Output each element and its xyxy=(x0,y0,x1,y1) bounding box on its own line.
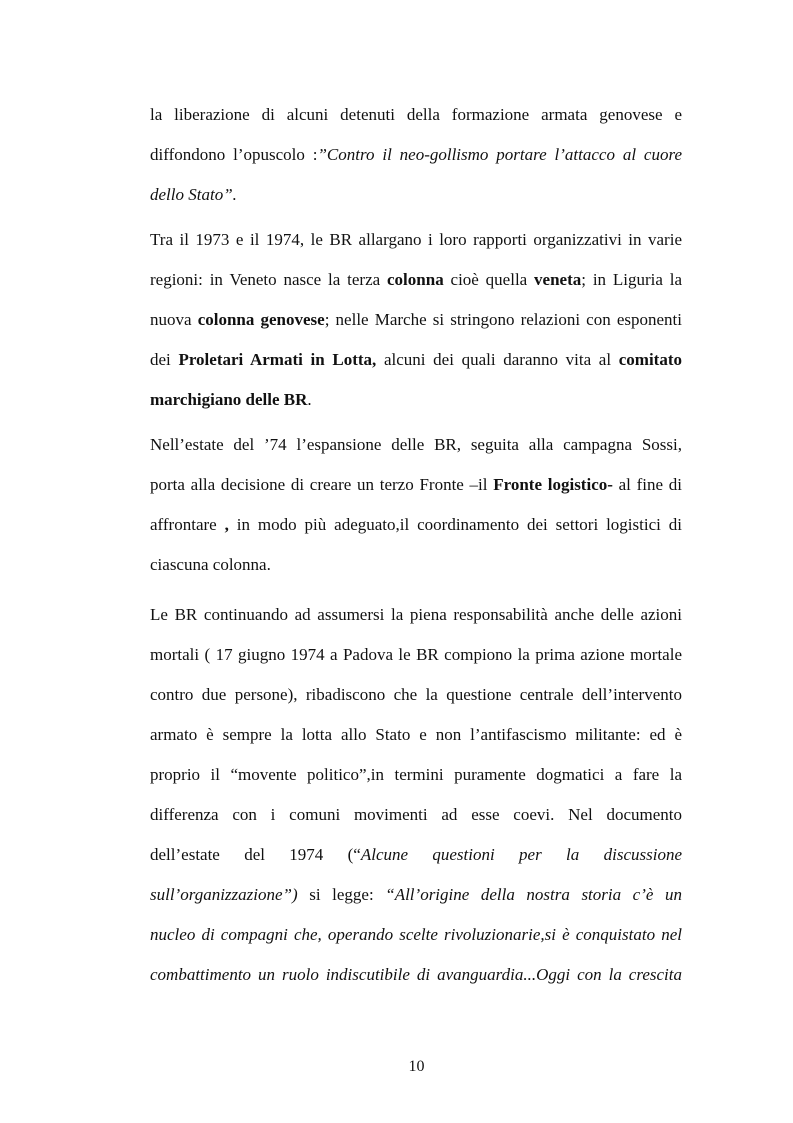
text-run: la liberazione di alcuni detenuti della formazione armata genovese e xyxy=(150,105,682,124)
text-run: dell’estate del 1974 (“ xyxy=(150,845,361,864)
bold-text: comitato xyxy=(618,350,682,369)
text-run: ciascuna colonna. xyxy=(150,555,271,574)
text-run: nuova xyxy=(150,310,198,329)
bold-text: colonna xyxy=(387,270,444,289)
text-line xyxy=(150,310,682,330)
text-line xyxy=(150,605,682,625)
bold-text: marchigiano delle BR xyxy=(150,390,308,409)
text-run: armato è sempre la lotta allo Stato e non l’antifascismo militante: ed è xyxy=(150,725,682,744)
text-line xyxy=(150,185,682,205)
text-line xyxy=(150,515,682,535)
bold-text: colonna genovese xyxy=(197,310,325,329)
text-run: affrontare xyxy=(150,515,225,534)
page-number: 10 xyxy=(408,1058,425,1075)
bold-text: , xyxy=(224,515,229,534)
text-line xyxy=(150,765,682,785)
text-line xyxy=(150,555,682,575)
italic-text: “All’origine della nostra storia c’è un xyxy=(385,885,682,904)
text-line xyxy=(150,270,682,290)
text-line xyxy=(150,965,682,985)
italic-text: Alcune questioni per la discussione xyxy=(360,845,682,864)
bold-text: Proletari Armati in Lotta, xyxy=(178,350,377,369)
text-line xyxy=(150,845,682,865)
text-line xyxy=(150,725,682,745)
text-line xyxy=(150,475,682,495)
bold-text: veneta xyxy=(534,270,582,289)
text-run: differenza con i comuni movimenti ad esse coevi. Nel documento xyxy=(150,805,682,824)
italic-text: sull’organizzazione”) xyxy=(150,885,298,904)
text-run: al fine di xyxy=(612,475,683,494)
text-line xyxy=(150,645,682,665)
text-line xyxy=(150,105,682,125)
text-line xyxy=(150,885,682,905)
text-line xyxy=(150,350,682,370)
text-run: si legge: xyxy=(297,885,386,904)
text-run: . xyxy=(307,390,312,409)
italic-text: dello Stato”. xyxy=(150,185,237,204)
text-line xyxy=(150,230,682,250)
text-run: proprio il “movente politico”,in termini puramente dogmatici a fare la xyxy=(150,765,682,784)
text-line xyxy=(150,435,682,455)
text-run: ; in Liguria la xyxy=(581,270,682,289)
text-line xyxy=(150,805,682,825)
text-line xyxy=(150,685,682,705)
text-run: dei xyxy=(150,350,179,369)
text-run: Le BR continuando ad assumersi la piena responsabilità anche delle azioni xyxy=(150,605,682,624)
text-line xyxy=(150,145,682,165)
bold-text: Fronte logistico- xyxy=(493,475,613,494)
text-run: alcuni dei quali daranno vita al xyxy=(376,350,619,369)
text-run: contro due persone), ribadiscono che la questione centrale dell’intervento xyxy=(150,685,682,704)
text-run: porta alla decisione di creare un terzo Fronte –il xyxy=(150,475,494,494)
italic-text: nucleo di compagni che, operando scelte rivoluzionarie,si è conquistato nel xyxy=(150,925,682,944)
text-run: Nell’estate del ’74 l’espansione delle BR, seguita alla campagna Sossi, xyxy=(150,435,682,454)
text-line xyxy=(150,925,682,945)
text-run: diffondono l’opuscolo : xyxy=(150,145,318,164)
text-run: mortali ( 17 giugno 1974 a Padova le BR compiono la prima azione mortale xyxy=(150,645,682,664)
italic-text: ”Contro il neo-gollismo portare l’attacco al cuore xyxy=(317,145,682,164)
text-run: ; nelle Marche si stringono relazioni con esponenti xyxy=(324,310,683,329)
italic-text: combattimento un ruolo indiscutibile di avanguardia...Oggi con la crescita xyxy=(150,965,682,984)
text-run: in modo più adeguato,il coordinamento dei settori logistici di xyxy=(228,515,682,534)
text-run: Tra il 1973 e il 1974, le BR allargano i loro rapporti organizzativi in varie xyxy=(150,230,682,249)
text-line xyxy=(150,390,682,410)
text-run: cioè quella xyxy=(443,270,535,289)
text-run: regioni: in Veneto nasce la terza xyxy=(150,270,388,289)
